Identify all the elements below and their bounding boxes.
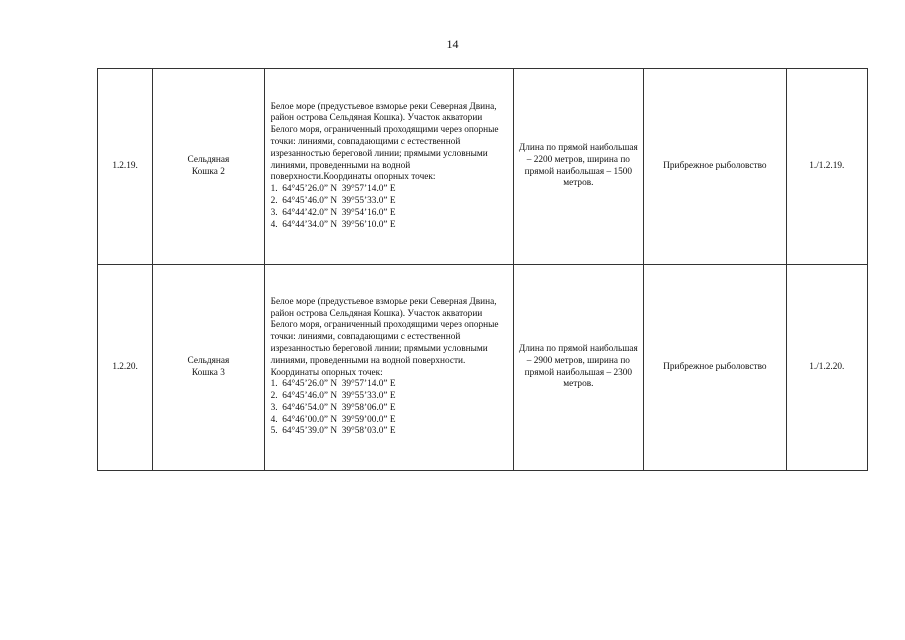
- area-description-cell: [264, 265, 513, 471]
- coordinates-heading: Координаты опорных точек:: [270, 367, 383, 378]
- coordinate-point: 5. 64°45’39.0” N 39°58’03.0” E: [270, 426, 396, 437]
- coordinate-point: 1. 64°45’26.0” N 39°57’14.0” E: [270, 184, 396, 195]
- coordinate-point: 3. 64°46’54.0” N 39°58’06.0” E: [270, 402, 396, 413]
- area-description-cell: [264, 69, 513, 265]
- table-row: [98, 265, 868, 471]
- coordinate-point: 1. 64°45’26.0” N 39°57’14.0” E: [270, 379, 396, 390]
- coordinate-point: 2. 64°45’46.0” N 39°55’33.0” E: [270, 195, 396, 206]
- area-code-cell: 1./1.2.19.: [786, 69, 867, 265]
- area-name-line: Кошка 2: [191, 166, 225, 177]
- row-number-cell: 1.2.19.: [98, 69, 153, 265]
- coordinate-point: 2. 64°45’46.0” N 39°55’33.0” E: [270, 391, 396, 402]
- area-name-line: Кошка 3: [191, 367, 225, 378]
- area-name-line: Сельдяная: [187, 154, 230, 165]
- coordinate-point: 4. 64°46’00.0” N 39°59’00.0” E: [270, 414, 396, 425]
- area-description: Белое море (предустьевое взморье реки Северная Двина, район острова Сельдяная Кошка). Участок акватории Белого моря, ограниченный проходящими через опорные точки: линиями, совпадающими с естественной изрезанностью береговой линии; прямыми условными линиями, проведенными на водной поверхности.Координаты опорных точек:: [270, 101, 499, 183]
- page-number: 14: [446, 37, 459, 51]
- area-code-cell: 1./1.2.20.: [786, 265, 867, 471]
- area-description: Белое море (предустьевое взморье реки Северная Двина, район острова Сельдяная Кошка). Участок акватории Белого моря, ограниченный проходящими через опорные точки: линиями, совпадающими с естественной изрезанностью береговой линии; прямыми условными линиями, проведенными на водной поверхности.: [270, 296, 499, 366]
- coordinate-point: 3. 64°44’42.0” N 39°54’16.0” E: [270, 207, 396, 218]
- coordinates-list: [271, 184, 509, 231]
- table-row: [98, 69, 868, 265]
- area-size-cell: Длина по прямой наибольшая – 2200 метров, ширина по прямой наибольшая – 1500 метров.: [513, 69, 644, 265]
- coordinates-list: [271, 379, 509, 438]
- area-name-cell: [153, 69, 264, 265]
- row-number-cell: 1.2.20.: [98, 265, 153, 471]
- area-size-cell: Длина по прямой наибольшая – 2900 метров, ширина по прямой наибольшая – 2300 метров.: [513, 265, 644, 471]
- area-name-cell: [153, 265, 264, 471]
- fishing-type-cell: Прибрежное рыболовство: [644, 265, 787, 471]
- fishing-type-cell: Прибрежное рыболовство: [644, 69, 787, 265]
- area-name-line: Сельдяная: [187, 355, 230, 366]
- fishing-areas-table: [97, 68, 868, 471]
- coordinate-point: 4. 64°44’34.0” N 39°56’10.0” E: [270, 219, 396, 230]
